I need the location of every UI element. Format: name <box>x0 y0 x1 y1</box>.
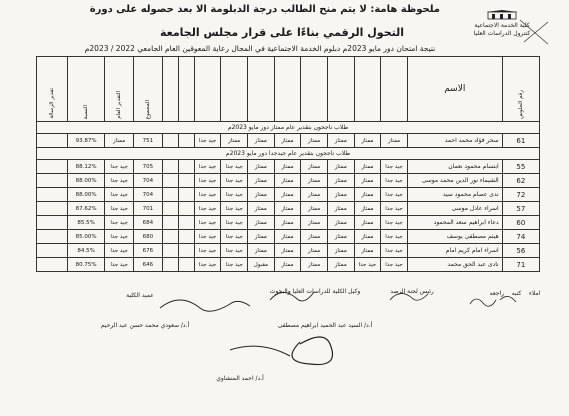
overall-grade-cell: جيد جدا <box>105 230 134 244</box>
grade-cell: ممتاز <box>274 174 301 188</box>
total-cell: 676 <box>134 244 163 258</box>
col-header-name: الاسم <box>407 57 502 122</box>
grade-cell: ممتاز <box>301 188 328 202</box>
overall-grade-cell: جيد جدا <box>105 258 134 272</box>
grade-cell: ممتاز <box>327 258 354 272</box>
grade-cell: ممتاز <box>354 160 381 174</box>
grade-cell: جيد جدا <box>221 230 248 244</box>
col-header-thesis: تقدير الرسالة <box>37 57 68 122</box>
page-subtitle: نتيجة امتحان دور مايو 2023م دبلوم الخدمة الاجتماعية في المجال رعاية المعوقين العام الجامعي 2022 / 2023م <box>84 44 436 53</box>
grade-cell: جيد جدا <box>381 216 408 230</box>
seat-number-cell: 72 <box>502 188 539 202</box>
grade-cell: ممتاز <box>248 174 275 188</box>
percent-cell: 88.00% <box>67 174 104 188</box>
grade-cell: ممتاز <box>301 202 328 216</box>
written-label: كتبه <box>511 290 522 297</box>
grade-cell: ممتاز <box>274 202 301 216</box>
grade-cell: جيد جدا <box>194 174 221 188</box>
grade-cell: ممتاز <box>354 174 381 188</box>
total-cell: 684 <box>134 216 163 230</box>
grade-cell: ممتاز <box>248 160 275 174</box>
student-name-cell: ندى عصام محمود سيد <box>407 188 502 202</box>
total-cell: 680 <box>134 230 163 244</box>
percent-cell: 88.12% <box>67 160 104 174</box>
percent-cell: 88.00% <box>67 188 104 202</box>
overall-grade-cell: جيد جدا <box>105 174 134 188</box>
grade-cell: جيد جدا <box>381 244 408 258</box>
grade-cell: ممتاز <box>327 216 354 230</box>
total-cell: 646 <box>134 258 163 272</box>
grade-cell: ممتاز <box>274 216 301 230</box>
grade-cell: جيد جدا <box>194 216 221 230</box>
section-title-excellent: طلاب ناجحون بتقدير عام ممتاز دور مايو 2023م <box>37 122 540 134</box>
logo-line-faculty: كلية الخدمة الاجتماعية <box>474 22 530 29</box>
grade-cell: ممتاز <box>354 216 381 230</box>
student-name-cell: نادى عبد الحق محمد <box>407 258 502 272</box>
grade-cell: جيد جدا <box>221 216 248 230</box>
grade-cell: ممتاز <box>248 230 275 244</box>
seat-number-cell: 61 <box>502 134 539 148</box>
grade-cell: جيد جدا <box>221 160 248 174</box>
grade-cell: ممتاز <box>248 202 275 216</box>
grade-cell: جيد جدا <box>194 244 221 258</box>
grade-cell: ممتاز <box>301 244 328 258</box>
important-note: ملحوظة هامة: لا يتم منح الطالب درجة الدبلومة الا بعد حصوله على دورة <box>89 4 440 15</box>
percent-cell: 84.5% <box>67 244 104 258</box>
seat-number-cell: 62 <box>502 174 539 188</box>
grade-cell: جيد جدا <box>194 202 221 216</box>
student-name-cell: سحر فؤاد محمد احمد <box>407 134 502 148</box>
seat-number-cell: 60 <box>502 216 539 230</box>
grade-cell: ممتاز <box>248 244 275 258</box>
dictated-label: املاء <box>529 290 541 297</box>
grade-cell: ممتاز <box>301 258 328 272</box>
vice-dean-title: وكيل الكلية للدراسات العليا والبحوث <box>269 288 361 295</box>
dean-title: عميد الكلية <box>126 292 154 299</box>
overall-grade-cell: جيد جدا <box>105 202 134 216</box>
grade-cell: جيد جدا <box>381 230 408 244</box>
grade-cell: جيد جدا <box>194 258 221 272</box>
col-header-percent: النسبة <box>67 57 104 122</box>
grade-cell: ممتاز <box>327 202 354 216</box>
grade-cell: جيد جدا <box>194 134 221 148</box>
grade-cell: جيد جدا <box>194 188 221 202</box>
grade-cell: ممتاز <box>354 202 381 216</box>
grade-cell: ممتاز <box>248 134 275 148</box>
grade-cell: ممتاز <box>221 134 248 148</box>
grade-cell: ممتاز <box>354 244 381 258</box>
total-cell: 704 <box>134 188 163 202</box>
grade-cell: ممتاز <box>327 188 354 202</box>
dean-name: أ.د/ سعودي محمد حسن عبد الرحيم <box>100 322 190 329</box>
grade-cell: ممتاز <box>327 230 354 244</box>
grade-cell: ممتاز <box>354 134 381 148</box>
grade-cell: ممتاز <box>327 174 354 188</box>
student-name-cell: اسراء عادل موسى <box>407 202 502 216</box>
grade-cell: جيد جدا <box>194 230 221 244</box>
grade-cell: ممتاز <box>274 188 301 202</box>
committee-head-name: أ.د/ احمد المنشاوي <box>216 375 264 382</box>
grade-cell: ممتاز <box>248 216 275 230</box>
student-name-cell: دعاء ابراهيم سعد المحمود <box>407 216 502 230</box>
grade-cell: ممتاز <box>381 134 408 148</box>
seat-number-cell: 74 <box>502 230 539 244</box>
logo-line-control: كنترول الدراسات العليا <box>473 30 531 37</box>
overall-grade-cell: ممتاز <box>105 134 134 148</box>
total-cell: 701 <box>134 202 163 216</box>
percent-cell: 93.87% <box>67 134 104 148</box>
grade-cell: جيد جدا <box>221 244 248 258</box>
grade-cell: جيد جدا <box>381 188 408 202</box>
grade-cell: مقبول <box>248 258 275 272</box>
grade-cell: ممتاز <box>327 160 354 174</box>
seat-number-cell: 56 <box>502 244 539 258</box>
student-name-cell: اسراء امام كريم امام <box>407 244 502 258</box>
grade-cell: ممتاز <box>274 258 301 272</box>
grade-cell: ممتاز <box>274 244 301 258</box>
important-note-continued: التحول الرقمي بناءًا على قرار مجلس الجامعة <box>159 26 405 39</box>
grade-cell: جيد جدا <box>221 174 248 188</box>
vice-dean-name: أ.د/ السيد عبد الحميد ابراهيم مصطفى <box>277 322 373 329</box>
committee-title: رئيس لجنة الرصد <box>390 288 434 295</box>
seat-number-cell: 57 <box>502 202 539 216</box>
section-title-verygood: طلاب ناجحون بتقدير عام جيدجدا دور مايو 2023م <box>37 148 540 160</box>
seat-number-cell: 71 <box>502 258 539 272</box>
grade-cell: ممتاز <box>301 230 328 244</box>
col-header-seat: رقم الجلوس <box>502 57 539 122</box>
overall-grade-cell: جيد جدا <box>105 244 134 258</box>
grade-cell: ممتاز <box>354 230 381 244</box>
percent-cell: 85.00% <box>67 230 104 244</box>
grade-cell: ممتاز <box>274 160 301 174</box>
student-name-cell: ابتسام محمود نعمان <box>407 160 502 174</box>
student-name-cell: الشيماء نور الدين محمد موسى <box>407 174 502 188</box>
grade-cell: جيد جدا <box>381 202 408 216</box>
total-cell: 704 <box>134 174 163 188</box>
grade-cell: جيد جدا <box>221 202 248 216</box>
overall-grade-cell: جيد جدا <box>105 188 134 202</box>
grade-cell: جيد جدا <box>381 160 408 174</box>
col-header-overall: التقدير العام <box>105 57 134 122</box>
grade-cell: ممتاز <box>248 188 275 202</box>
grade-cell: ممتاز <box>327 244 354 258</box>
percent-cell: 85.5% <box>67 216 104 230</box>
grade-cell: ممتاز <box>301 160 328 174</box>
grade-cell: جيد جدا <box>221 258 248 272</box>
seat-number-cell: 55 <box>502 160 539 174</box>
col-header-total: المجموع <box>134 57 163 122</box>
total-cell: 705 <box>134 160 163 174</box>
overall-grade-cell: جيد جدا <box>105 160 134 174</box>
percent-cell: 87.62% <box>67 202 104 216</box>
grade-cell: ممتاز <box>301 134 328 148</box>
grade-cell: ممتاز <box>327 134 354 148</box>
grade-cell: جيد جدا <box>381 258 408 272</box>
reviewed-label: راجعه <box>489 290 505 297</box>
grade-cell: ممتاز <box>274 134 301 148</box>
grade-cell: ممتاز <box>354 188 381 202</box>
overall-grade-cell: جيد جدا <box>105 216 134 230</box>
grade-cell: جيد جدا <box>221 188 248 202</box>
total-cell: 751 <box>134 134 163 148</box>
grade-cell: ممتاز <box>301 174 328 188</box>
grade-cell: ممتاز <box>274 230 301 244</box>
grade-cell: جيد جدا <box>194 160 221 174</box>
percent-cell: 80.75% <box>67 258 104 272</box>
grade-cell: جيد جدا <box>354 258 381 272</box>
grade-cell: ممتاز <box>301 216 328 230</box>
grade-cell: جيد جدا <box>381 174 408 188</box>
student-name-cell: هيثم مصطفى يوسف <box>407 230 502 244</box>
